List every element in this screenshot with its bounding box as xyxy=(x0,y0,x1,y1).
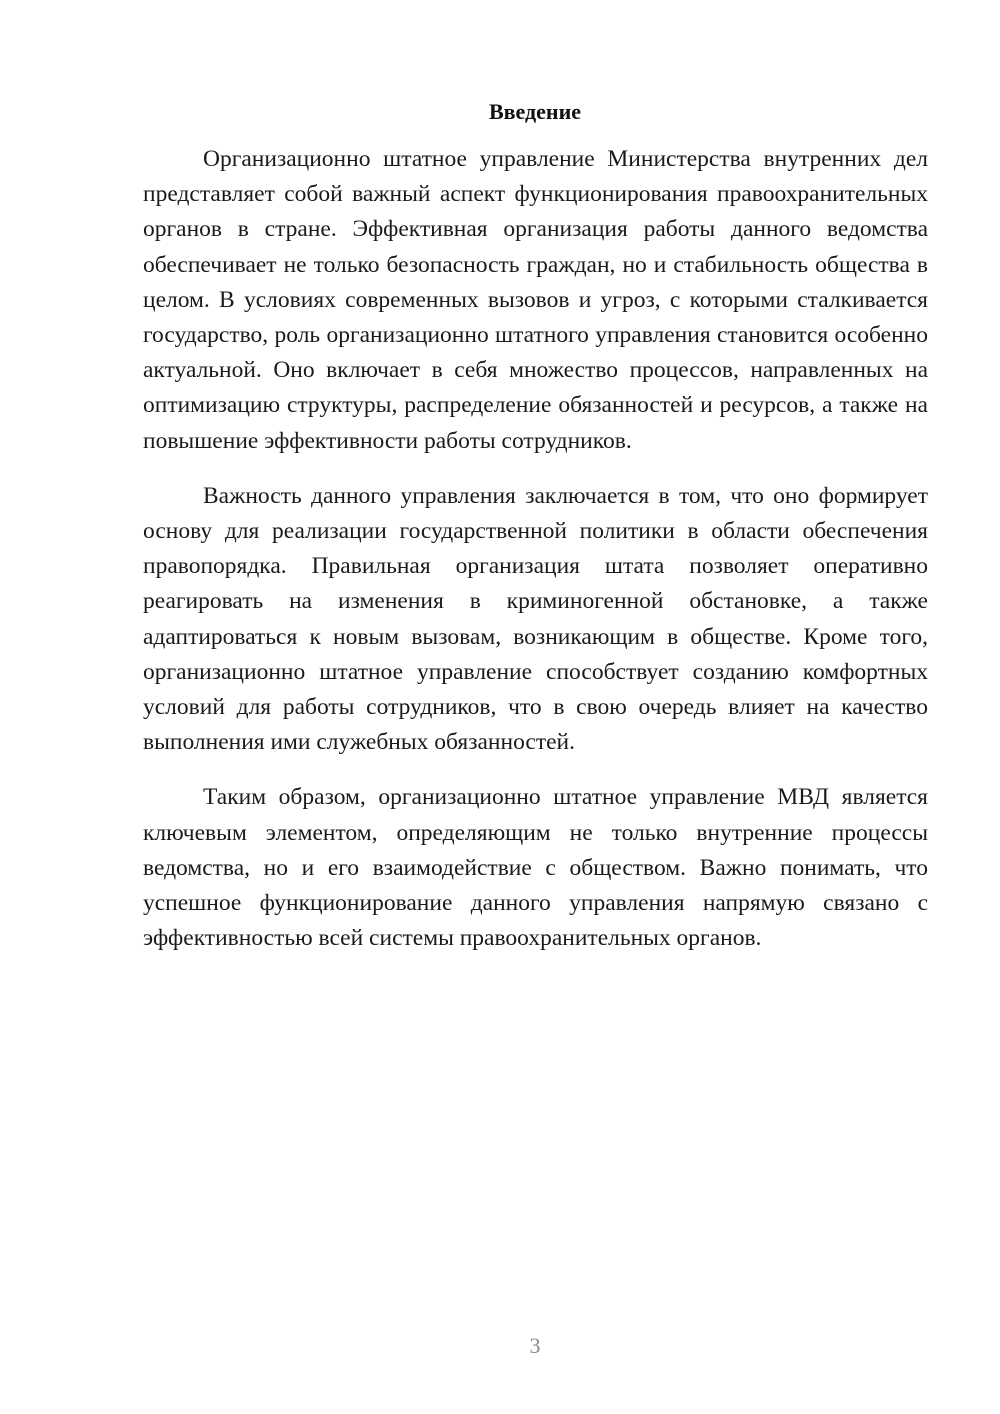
paragraph-2: Важность данного управления заключается в том, что оно формирует основу для реализации государственной политики в области обеспечения правопорядка. Правильная организация штата позволяет оперативно реагировать на изменения в криминогенной обстановке, а также адаптироваться к новым вызовам, возникающим в обществе. Кроме того, организационно штатное управление способствует созданию комфортных условий для работы сотрудников, что в свою очередь влияет на качество выполнения ими служебных обязанностей. xyxy=(143,482,928,756)
body-text xyxy=(143,142,928,976)
paragraph-1: Организационно штатное управление Министерства внутренних дел представляет собой важный аспект функционирования правоохранительных органов в стране. Эффективная организация работы данного ведомства обеспечивает не только безопасность граждан, но и стабильность общества в целом. В условиях современных вызовов и угроз, с которыми сталкивается государство, роль организационно штатного управления становится особенно актуальной. Оно включает в себя множество процессов, направленных на оптимизацию структуры, распределение обязанностей и ресурсов, а также на повышение эффективности работы сотрудников. xyxy=(143,146,928,454)
page-title: Введение xyxy=(488,99,582,124)
page-number: 3 xyxy=(529,1333,541,1358)
paragraph-3: Таким образом, организационно штатное управление МВД является ключевым элементом, определяющим не только внутренние процессы ведомства, но и его взаимодействие с обществом. Важно понимать, что успешное функционирование данного управления напрямую связано с эффективностью всей системы правоохранительных органов. xyxy=(143,784,928,952)
